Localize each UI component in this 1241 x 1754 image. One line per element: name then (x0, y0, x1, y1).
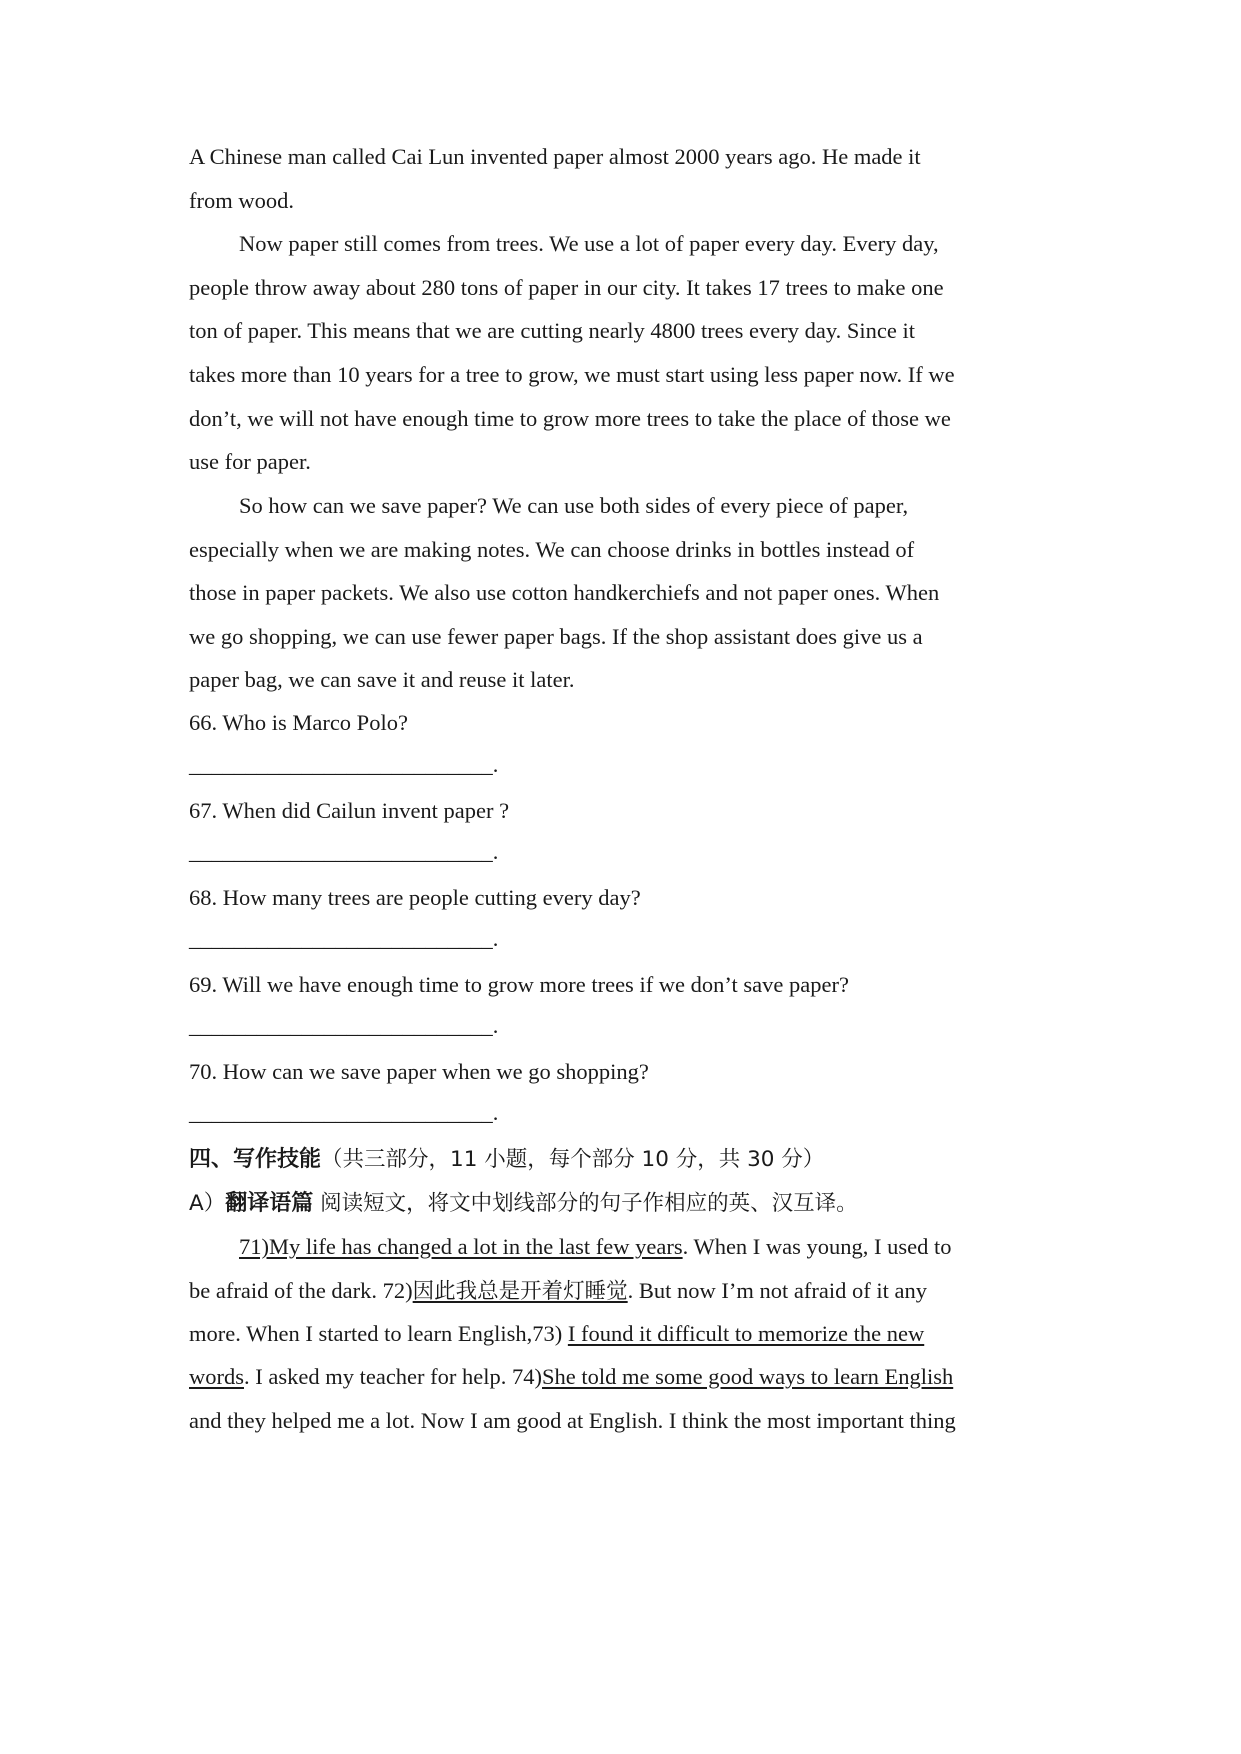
passage-line: those in paper packets. We also use cotton handkerchiefs and not paper ones. When (189, 580, 940, 605)
part-a-instruction-text: 阅读短文，将文中划线部分的句子作相应的英、汉互译。 (313, 1191, 858, 1216)
translation-text: more. When I started to learn English,73) (189, 1321, 568, 1346)
question-66: 66. Who is Marco Polo? (189, 710, 408, 735)
translate-item-73: I found it difficult to memorize the new (567, 1321, 925, 1346)
section-heading (189, 1148, 824, 1171)
translation-line (189, 1280, 927, 1303)
section-heading-note: （共三部分，11 小题，每个部分 10 分，共 30 分） (321, 1147, 825, 1172)
answer-blank-69[interactable]: ___________________________. (189, 1013, 499, 1038)
question-67: 67. When did Cailun invent paper ? (189, 798, 510, 823)
translate-item-74: She told me some good ways to learn English (542, 1364, 954, 1389)
answer-blank-70[interactable]: ___________________________. (189, 1100, 499, 1125)
passage-line: people throw away about 280 tons of paper in our city. It takes 17 trees to make one (189, 275, 944, 300)
passage-line: ton of paper. This means that we are cutting nearly 4800 trees every day. Since it (189, 318, 916, 343)
translation-line: and they helped me a lot. Now I am good at English. I think the most important thing (189, 1408, 956, 1433)
translation-text: . But now I’m not afraid of it any (627, 1278, 927, 1303)
translation-line (239, 1236, 952, 1259)
section-heading-title: 四、写作技能 (189, 1147, 322, 1172)
passage-line: use for paper. (189, 449, 311, 474)
passage-line: don’t, we will not have enough time to grow more trees to take the place of those we (189, 406, 951, 431)
passage-line: Now paper still comes from trees. We use a lot of paper every day. Every day, (239, 231, 939, 256)
translation-text: . When I was young, I used to (682, 1234, 952, 1259)
passage-line: takes more than 10 years for a tree to grow, we must start using less paper now. If we (189, 362, 955, 387)
translation-line (189, 1366, 953, 1389)
translate-item-72: 因此我总是开着灯睡觉 (412, 1279, 628, 1304)
part-a-prefix: A） (189, 1191, 226, 1216)
passage-line: So how can we save paper? We can use both sides of every piece of paper, (239, 493, 909, 518)
question-70: 70. How can we save paper when we go shopping? (189, 1059, 649, 1084)
answer-blank-67[interactable]: ___________________________. (189, 839, 499, 864)
translation-text: be afraid of the dark. 72) (189, 1278, 413, 1303)
answer-blank-68[interactable]: ___________________________. (189, 926, 499, 951)
answer-blank-66[interactable]: ___________________________. (189, 752, 499, 777)
translate-item-71: 71)My life has changed a lot in the last few years (239, 1234, 683, 1259)
passage-line: especially when we are making notes. We can choose drinks in bottles instead of (189, 537, 915, 562)
passage-line: we go shopping, we can use fewer paper bags. If the shop assistant does give us a (189, 624, 923, 649)
question-69: 69. Will we have enough time to grow more trees if we don’t save paper? (189, 972, 849, 997)
passage-line: A Chinese man called Cai Lun invented paper almost 2000 years ago. He made it (189, 144, 921, 169)
part-a-title: 翻译语篇 (225, 1191, 314, 1216)
translation-line (189, 1323, 924, 1346)
translation-text: . I asked my teacher for help. 74) (244, 1364, 543, 1389)
passage-line: from wood. (189, 188, 294, 213)
question-68: 68. How many trees are people cutting every day? (189, 885, 641, 910)
passage-line: paper bag, we can save it and reuse it later. (189, 667, 575, 692)
translate-item-73-cont: words (189, 1364, 244, 1389)
part-a-instruction (189, 1192, 858, 1215)
